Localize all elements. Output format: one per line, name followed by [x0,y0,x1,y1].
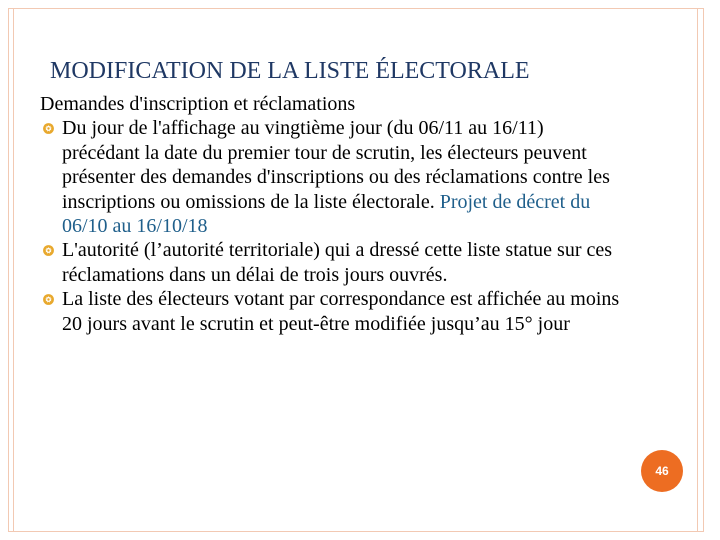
bullet-text: Du jour de l'affichage au vingtième jour (du 06/11 au 16/11) précédant la date du premier tour de scrutin, les électeurs peuvent présenter des demandes d'inscriptions ou des réclamations contre les inscriptions ou omissions de la liste électorale. [62,117,610,213]
bullet-item [40,287,620,336]
bullet-item [40,116,620,238]
slide-title: MODIFICATION DE LA LISTE ÉLECTORALE [50,58,530,84]
slide-content [40,92,620,336]
slide-frame-inner-line-right [697,8,698,532]
gear-icon [42,244,55,257]
gear-icon [42,293,55,306]
gear-icon [42,122,55,135]
bullet-text: L'autorité (l’autorité territoriale) qui a dressé cette liste statue sur ces réclamations dans un délai de trois jours ouvrés. [62,239,613,286]
bullet-text: La liste des électeurs votant par correspondance est affichée au moins 20 jours avant le scrutin et peut-être modifiée jusqu’au 15° jour [62,288,620,335]
decree-link-text: Projet de décret du 06/10 au 16/10/18 [62,190,591,238]
slide-number-badge: 46 [641,450,683,492]
section-heading: Demandes d'inscription et réclamations [40,93,356,115]
bullet-list [40,116,620,336]
slide-frame-inner-line-left [13,8,14,532]
bullet-item [40,238,620,287]
